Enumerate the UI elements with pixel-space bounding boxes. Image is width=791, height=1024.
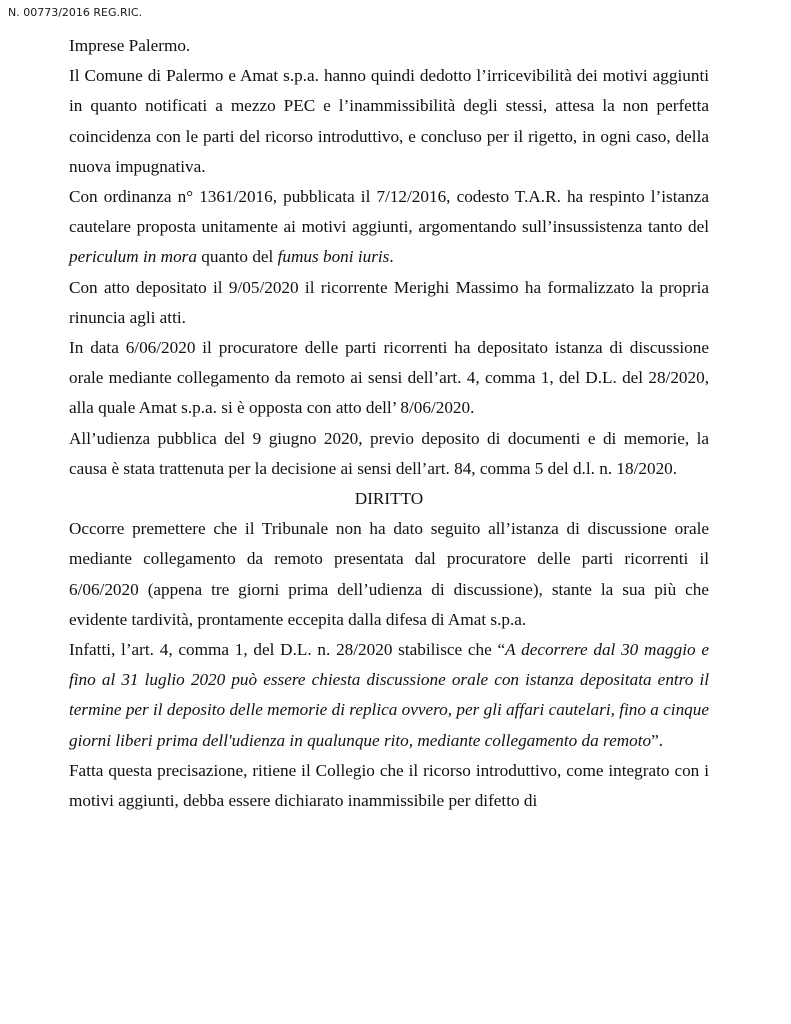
text-segment: Infatti, l’art. 4, comma 1, del D.L. n. 28/2020 stabilisce che “ <box>69 640 506 660</box>
paragraph-premise: Occorre premettere che il Tribunale non ha dato seguito all’istanza di discussione orale mediante collegamento da remoto presentata dal procuratore delle parti ricorrenti il 6/06/2020 (appena tre giorni prima dell’udienza di discussione), stante la sua più che evidente tardività, prontamente eccepita dalla difesa di Amat s.p.a. <box>69 519 709 629</box>
text-segment: quanto del <box>196 247 278 267</box>
text-segment: . <box>389 247 394 267</box>
case-reference-number: N. 00773/2016 REG.RIC. <box>8 6 143 19</box>
paragraph-ordinance <box>69 182 709 273</box>
paragraph-intro: Imprese Palermo. <box>69 36 191 55</box>
paragraph-defense-arguments: Il Comune di Palermo e Amat s.p.a. hanno quindi dedotto l’irricevibilità dei motivi aggiunti in quanto notificati a mezzo PEC e l’inammissibilità degli stessi, attesa la non perfetta coincidenza con le parti del ricorso introduttivo, e concluso per il rigetto, in ogni caso, della nuova impugnativa. <box>69 66 709 176</box>
quoted-law-text: A decorrere dal 30 maggio e fino al 31 luglio 2020 può essere chiesta discussione orale con istanza depositata entro il termine per il deposito delle memorie di replica ovvero, per gli affari cautelari, fino a cinque giorni liberi prima dell'udienza in qualunque rito, mediante collegamento da remoto <box>69 640 709 750</box>
document-body <box>69 31 709 816</box>
paragraph-law-citation <box>69 635 709 756</box>
section-heading-diritto: DIRITTO <box>354 489 424 509</box>
paragraph-conclusion: Fatta questa precisazione, ritiene il Collegio che il ricorso introduttivo, come integrato con i motivi aggiunti, debba essere dichiarato inammissibile per difetto di <box>69 760 709 811</box>
latin-term-periculum: periculum in mora <box>69 247 197 267</box>
text-segment: Con ordinanza n° 1361/2016, pubblicata il 7/12/2016, codesto T.A.R. ha respinto l’istanza cautelare proposta unitamente ai motivi aggiunti, argomentando sull’insussistenza tanto del <box>69 187 709 237</box>
text-segment: ”. <box>651 730 664 750</box>
paragraph-hearing: All’udienza pubblica del 9 giugno 2020, previo deposito di documenti e di memorie, la causa è stata trattenuta per la decisione ai sensi dell’art. 84, comma 5 del d.l. n. 18/2020. <box>69 428 709 478</box>
latin-term-fumus: fumus boni iuris <box>277 247 390 267</box>
paragraph-oral-discussion-request: In data 6/06/2020 il procuratore delle parti ricorrenti ha depositato istanza di discussione orale mediante collegamento da remoto ai sensi dell’art. 4, comma 1, del D.L. del 28/2020, alla quale Amat s.p.a. si è opposta con atto dell’ 8/06/2020. <box>69 338 709 418</box>
paragraph-withdrawal: Con atto depositato il 9/05/2020 il ricorrente Merighi Massimo ha formalizzato la propria rinuncia agli atti. <box>69 277 709 327</box>
